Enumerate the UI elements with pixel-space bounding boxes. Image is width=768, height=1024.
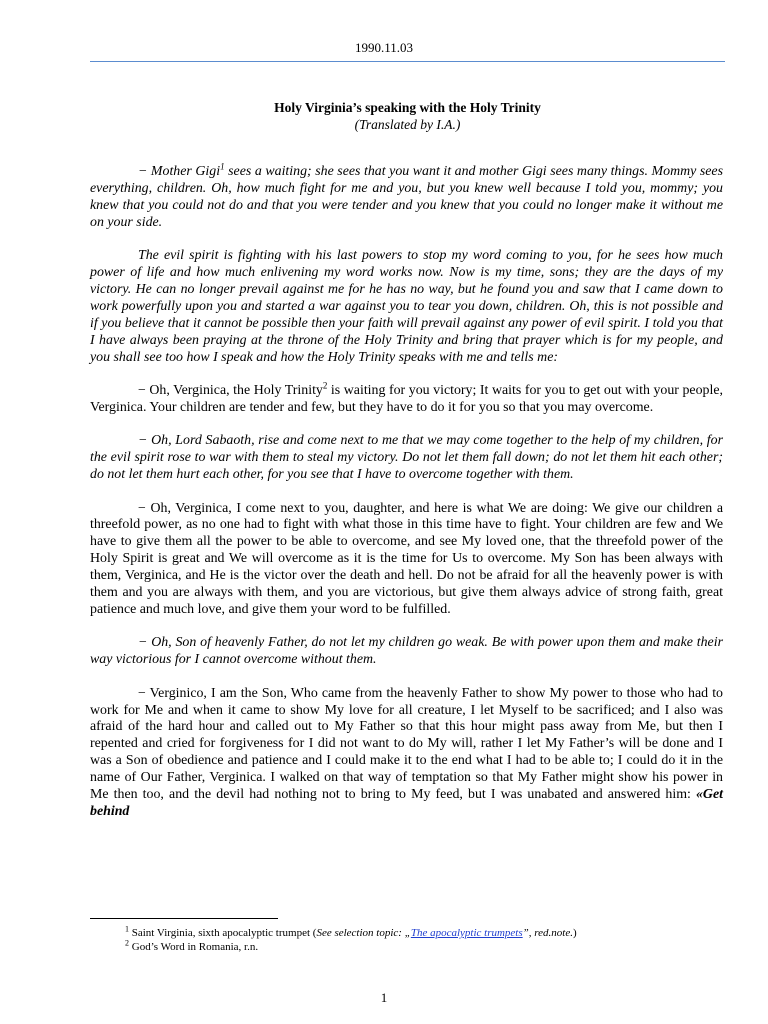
footnote-2 — [125, 940, 725, 954]
document-subtitle: (Translated by I.A.) — [354, 117, 461, 132]
apocalyptic-trumpets-link[interactable]: The apocalyptic trumpets — [410, 927, 523, 939]
paragraph-text: − Mother Gigi — [138, 164, 221, 179]
footnote-see: See selection topic: „ — [316, 927, 411, 939]
paragraph-6: − Oh, Son of heavenly Father, do not let my children go weak. Be with power upon them and make their way victorious for I cannot overcome without them. — [90, 635, 723, 668]
page-number: 1 — [380, 990, 388, 1005]
paragraph-7 — [90, 686, 723, 821]
document-body — [90, 161, 724, 837]
footnote-1 — [125, 926, 725, 940]
footnote-number: 1 — [125, 924, 129, 934]
paragraph-text: − Verginico, I am the Son, Who came from the heavenly Father to show My power to those who had to work for Me and when it came to show My love for all creature, I let Myself to be sacrificed; and I also was afraid of the hard hour and called out to My Father so that this hour might pass away from Me, but then I repented and cried for forgiveness for I did not want to do My will, rather I let My Father’s will be done and I was a Son of obedience and patience and I could make it to the end what I had to be able to; I could do it in the name of Our Father, Verginica. I walked on that way of temptation so that My Father might show his power in Me then too, and the devil had nothing not to bring to My feed, but I was unabated and answered him: — [90, 685, 723, 803]
paragraph-text: − Oh, Verginica, the Holy Trinity — [138, 382, 323, 398]
footnotes — [125, 926, 725, 954]
paragraph-3 — [90, 380, 723, 417]
header-divider — [90, 61, 725, 62]
document-title: Holy Virginia’s speaking with the Holy Trinity — [274, 100, 541, 115]
paragraph-text: sees a waiting; she sees that you want it and mother Gigi sees many things. Mommy sees everything, children. Oh, how much fight for me and you, but you knew well because I told you, mommy; you knew that you could not do and that you were tender and you knew that you could no longer make it without me on your side. — [90, 164, 724, 230]
paragraph-2: The evil spirit is fighting with his last powers to stop my word coming to you, for he sees how much power of life and how much enlivening my word works now. Now is my time, sons; they are the days of my victory. He can no longer prevail against me for he has no way, but he found you and saw that I came down to work powerfully upon you and started a war against you to tear you down, children. Oh, this is not possible and if you believe that it cannot be possible then your faith will prevail against any power of evil spirit. I told you that I have always been praying at the throne of the Holy Trinity and bring that prayer which is for my people, and you shall see too how I speak and how the Holy Trinity speaks with me and tells me: — [90, 248, 723, 365]
footnote-note: ”, red.note. — [522, 927, 573, 939]
title-block — [90, 100, 725, 133]
footnote-ref-2[interactable]: 2 — [322, 380, 328, 391]
footnote-text: God’s Word in Romania, r.n. — [129, 941, 259, 953]
footnote-ref-1[interactable]: 1 — [220, 161, 225, 172]
paragraph-5: − Oh, Verginica, I come next to you, daughter, and here is what We are doing: We give our children a threefold power, as no one had to fight with what those in this time have to fight. Your children are few and We have to give them all the power to be able to overcome, and see My loved one, that the threefold power of the Holy Spirit is great and We will overcome as it is the time for Us to overcome. My Son has been always with them, Verginica, and He is the victor over the death and hell. Do not be afraid for all the heavenly power is with them and you are always with them, and you are victorious, but give them always advice of strong faith, great patience and much love, and give them your word to be fulfilled. — [90, 500, 723, 617]
page-header-date: 1990.11.03 — [354, 40, 414, 55]
footnote-number: 2 — [125, 938, 129, 948]
paragraph-text: is waiting for you victory; It waits for you to get out with your people, Verginica. Your children are tender and few, but they have to do it for you so that you may overcome. — [90, 382, 723, 415]
footnote-divider — [90, 918, 278, 919]
paragraph-4: − Oh, Lord Sabaoth, rise and come next to me that we may come together to the help of my children, for the evil spirit rose to war with them to steal my victory. Do not let them fall down; do not let them hit each other; do not let them hurt each other, for you see that I have to overcome together with them. — [90, 433, 723, 483]
paragraph-1 — [90, 161, 724, 232]
footnote-text: Saint Virginia, sixth apocalyptic trumpet ( — [129, 927, 317, 939]
footnote-close: ) — [572, 927, 577, 939]
paragraph-bold-quote: «Get behind — [90, 787, 723, 819]
